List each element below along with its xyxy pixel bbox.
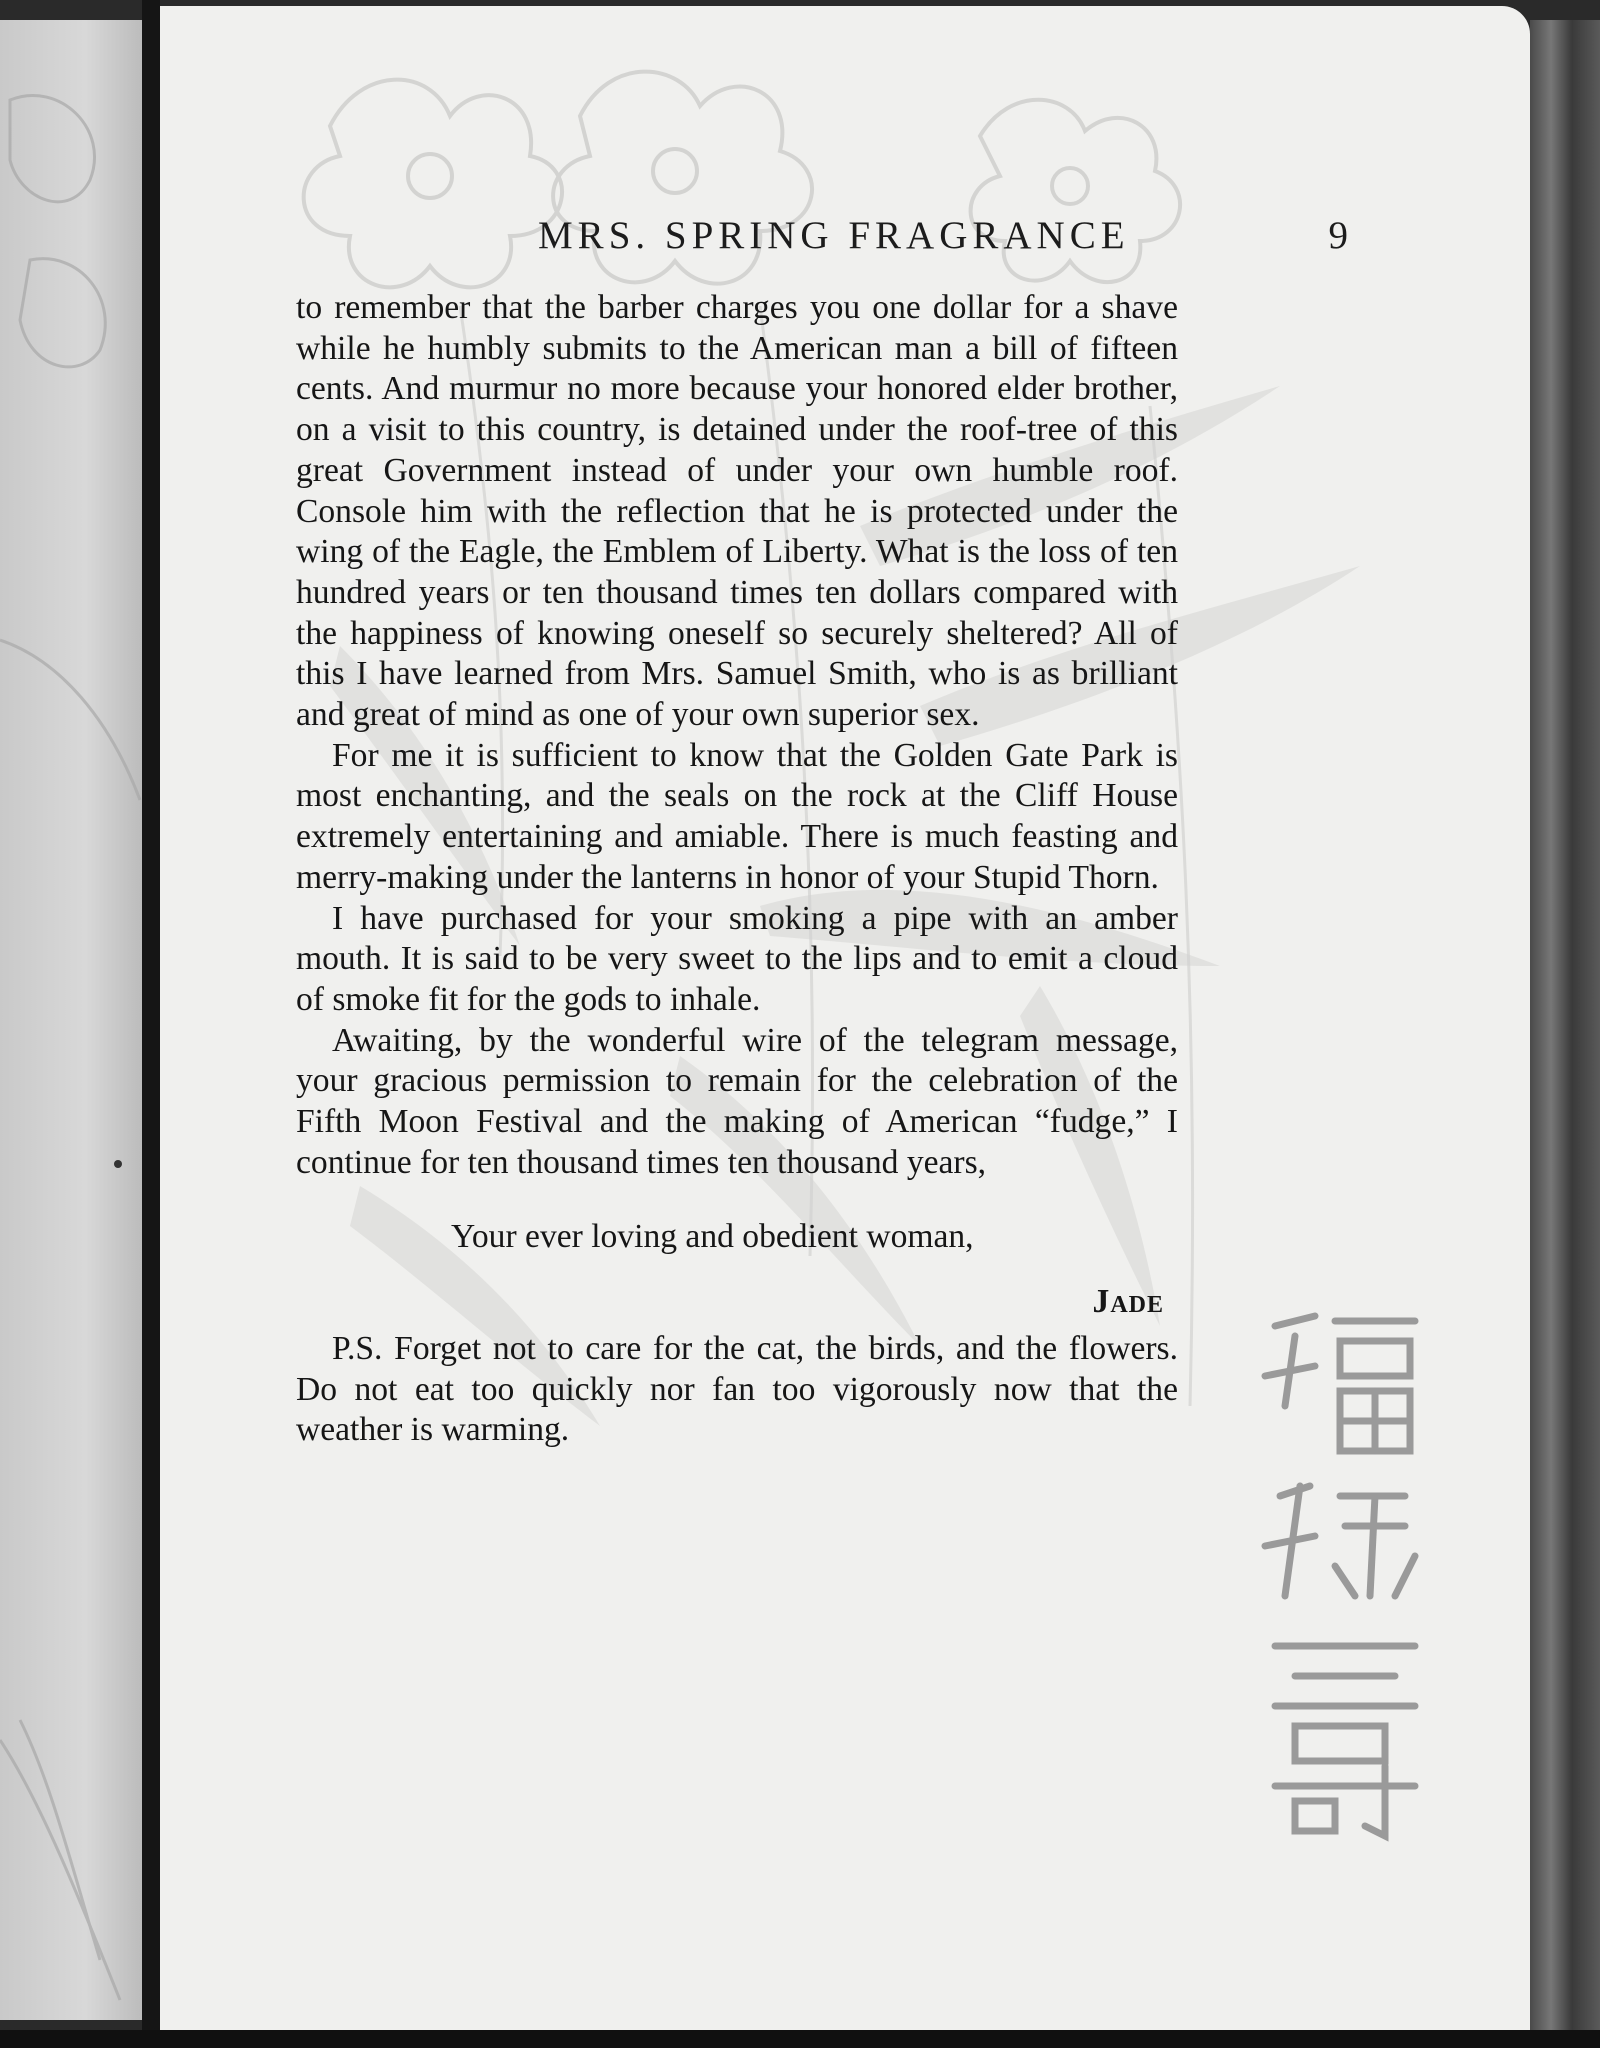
stamp-characters-drawing (1255, 1296, 1435, 1856)
paragraph: to remember that the barber charges you one dollar for a shave while he humbly submits to the American man a bill of fifteen cents. And murmur no more because your honored elder brother, on a visit to this country, is detained under the roof-tree of this great Government instead of under your own humble roof. Console him with the reflection that he is protected under the wing of the Eagle, the Emblem of Liberty. What is the loss of ten hundred years or ten thousand times ten dollars compared with the happiness of knowing oneself so securely sheltered? All of this I have learned from Mrs. Samuel Smith, who is as brilliant and great of mind as one of your own superior sex. (296, 289, 1178, 734)
page-number: 9 (1328, 214, 1348, 257)
paragraph: For me it is sufficient to know that the Golden Gate Park is most enchanting, and the seals on the rock at the Cliff House extremely entertaining and amiable. There is much feasting and merry-making under the lanterns in honor of your Stupid Thorn. (296, 736, 1178, 896)
running-head-title: MRS. SPRING FRAGRANCE (538, 214, 1130, 257)
closing-line: Your ever loving and obedient woman, (451, 1218, 974, 1256)
postscript: P.S. Forget not to care for the cat, the birds, and the flowers. Do not eat too quickly nor fan too vigorously now that the weather is warming. (296, 1329, 1178, 1449)
paragraph: I have purchased for your smoking a pipe with an amber mouth. It is said to be very sweet to the lips and to emit a cloud of smoke fit for the gods to inhale. (296, 899, 1178, 1018)
letter-body (296, 288, 1178, 1451)
scan-bottom-shadow (0, 2030, 1600, 2048)
facing-page-edge (0, 20, 142, 2020)
signature: Jade (1092, 1283, 1164, 1321)
book-gutter (142, 0, 160, 2048)
chinese-seal-stamp (1255, 1296, 1435, 1856)
book-page (160, 6, 1530, 2036)
page-stack-edge (1530, 20, 1600, 2030)
paragraph: Awaiting, by the wonderful wire of the telegram message, your gracious permission to remain for the celebration of the Fifth Moon Festival and the making of American “fudge,” I continue for ten thousand times ten thousand years, (296, 1021, 1178, 1181)
facing-page-illustration (0, 20, 142, 2020)
